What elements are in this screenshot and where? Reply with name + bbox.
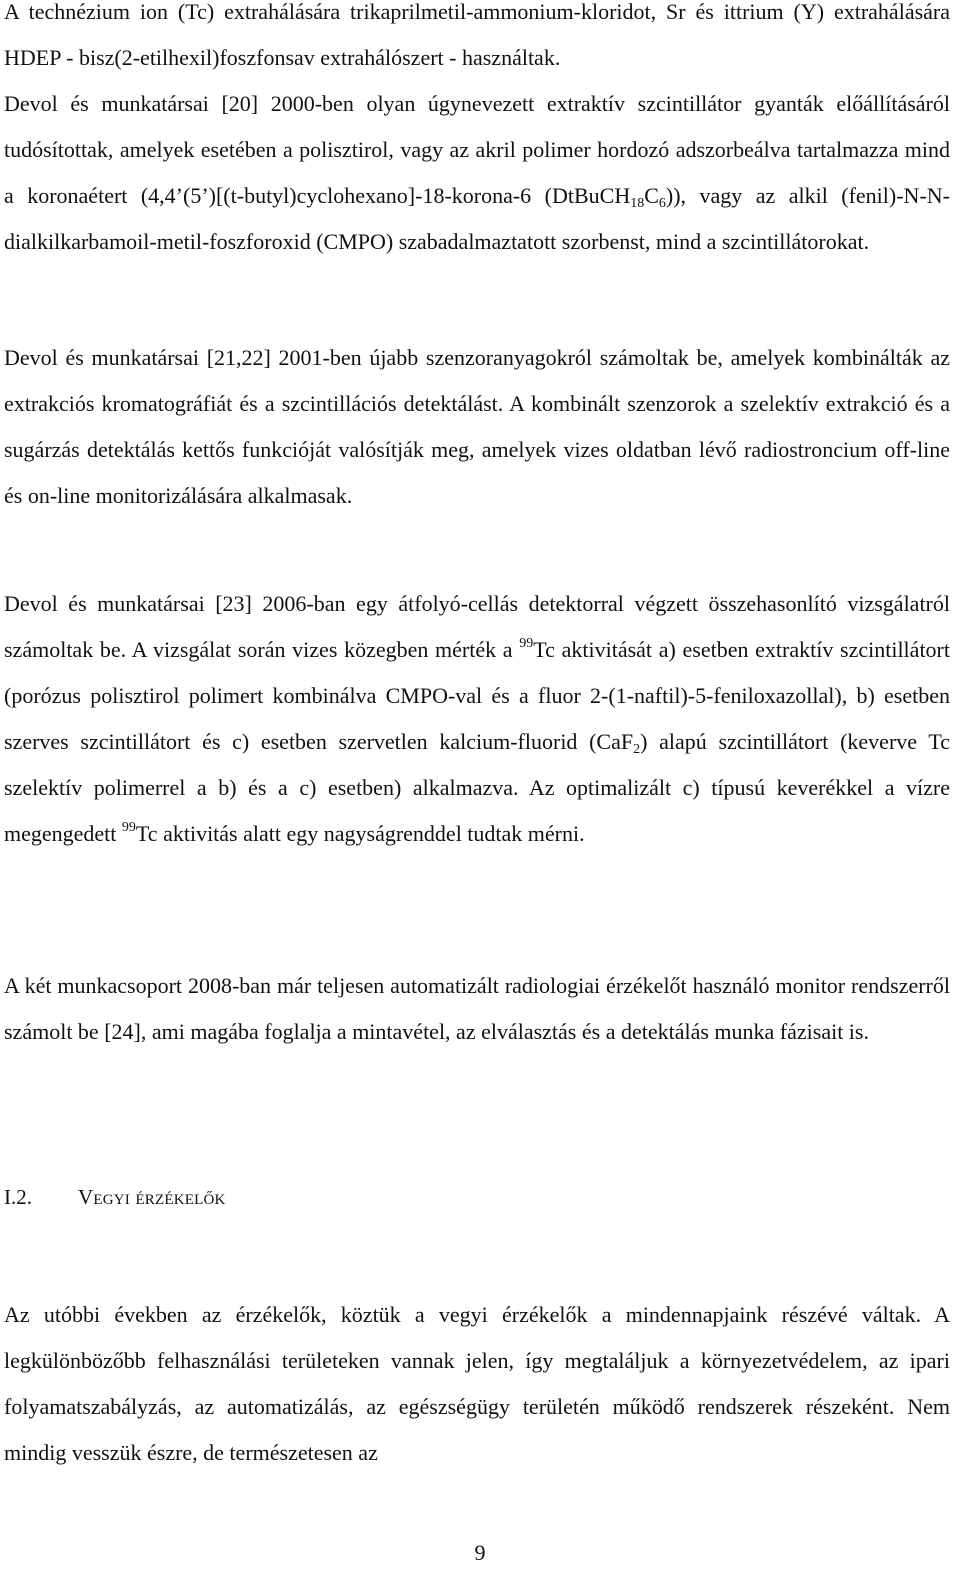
section-title: Vegyi érzékelők — [78, 1185, 226, 1209]
paragraph-extraction — [4, 0, 950, 81]
superscript: 99 — [519, 636, 534, 651]
paragraph-text: Devol és munkatársai [20] 2000-ben olyan úgynevezett extraktív szcintillátor gyanták előállításáról tudósítottak, amelyek esetében a polisztirol, vagy az akril polimer hordozó adszorbeálva tartalmazza mind a koronaétert (4,4’(5’)[(t-butyl)cyclohexano]-18-korona-6 (DtBuCH — [4, 91, 950, 208]
paragraph-devol-2000 — [4, 81, 950, 265]
paragraph-devol-2001 — [4, 335, 950, 519]
paragraph-text: )), vagy az alkil (fenil)-N-N-dialkilkarbamoil-metil-foszforoxid (CMPO) szabadalmaztatott szorbenst, mind a szcintillátorokat. — [4, 183, 950, 254]
section-heading — [4, 1174, 226, 1220]
paragraph-text: Az utóbbi években az érzékelők, köztük a vegyi érzékelők a mindennapjaink részévé váltak. A legkülönbözőbb felhasználási területeken vannak jelen, így megtaláljuk a környezetvédelem, az ipari folyamatszabályzás, az automatizálás, az egészségügy területén működő rendszerek részeként. Nem mindig vesszük észre, de természetesen az — [4, 1302, 950, 1465]
section-number: I.2. — [4, 1185, 32, 1209]
paragraph-text: Tc aktivitás alatt egy nagyságrenddel tudtak mérni. — [135, 821, 585, 846]
subscript: 18 — [630, 196, 645, 211]
subscript: 6 — [658, 196, 666, 211]
paragraph-text: A két munkacsoport 2008-ban már teljesen automatizált radiologiai érzékelőt használó monitor rendszerről számolt be [24], ami magába foglalja a mintavétel, az elválasztás és a detektálás munka fázisait is. — [4, 973, 950, 1044]
paragraph-text: A technézium ion (Tc) extrahálására trikaprilmetil-ammonium-kloridot, Sr és ittrium (Y) extrahálására HDEP - bisz(2-etilhexil)foszfonsav extrahálószert - használtak. — [4, 0, 950, 70]
paragraph-text: Tc aktivitását a) esetben extraktív szcintillátort (porózus polisztirol polimert kombinálva CMPO-val és a fluor 2-(1-naftil)-5-feniloxazollal), b) esetben szerves szcintillátort és c) esetben szervetlen kalcium-fluorid (CaF — [4, 637, 950, 754]
paragraph-devol-2006 — [4, 581, 950, 857]
paragraph-2008 — [4, 963, 950, 1055]
paragraph-sensors — [4, 1292, 950, 1476]
subscript: 2 — [633, 742, 641, 757]
paragraph-text: Devol és munkatársai [23] 2006-ban egy átfolyó-cellás detektorral végzett összehasonlító vizsgálatról számoltak be. A vizsgálat során vizes közegben mérték a — [4, 591, 950, 662]
paragraph-text: Devol és munkatársai [21,22] 2001-ben újabb szenzoranyagokról számoltak be, amelyek kombinálták az extrakciós kromatográfiát és a szcintillációs detektálást. A kombinált szenzorok a szelektív extrakció és a sugárzás detektálás kettős funkcióját valósítják meg, amelyek vizes oldatban lévő radiostroncium off-line és on-line monitorizálására alkalmasak. — [4, 345, 950, 508]
superscript: 99 — [121, 820, 136, 835]
paragraph-text: ) alapú szcintillátort (keverve Tc szelektív polimerrel a b) és a c) esetben) alkalmazva. Az optimalizált c) típusú keverékkel a vízre megengedett — [4, 729, 950, 846]
paragraph-text: C — [644, 183, 659, 208]
page-number: 9 — [474, 1540, 486, 1565]
